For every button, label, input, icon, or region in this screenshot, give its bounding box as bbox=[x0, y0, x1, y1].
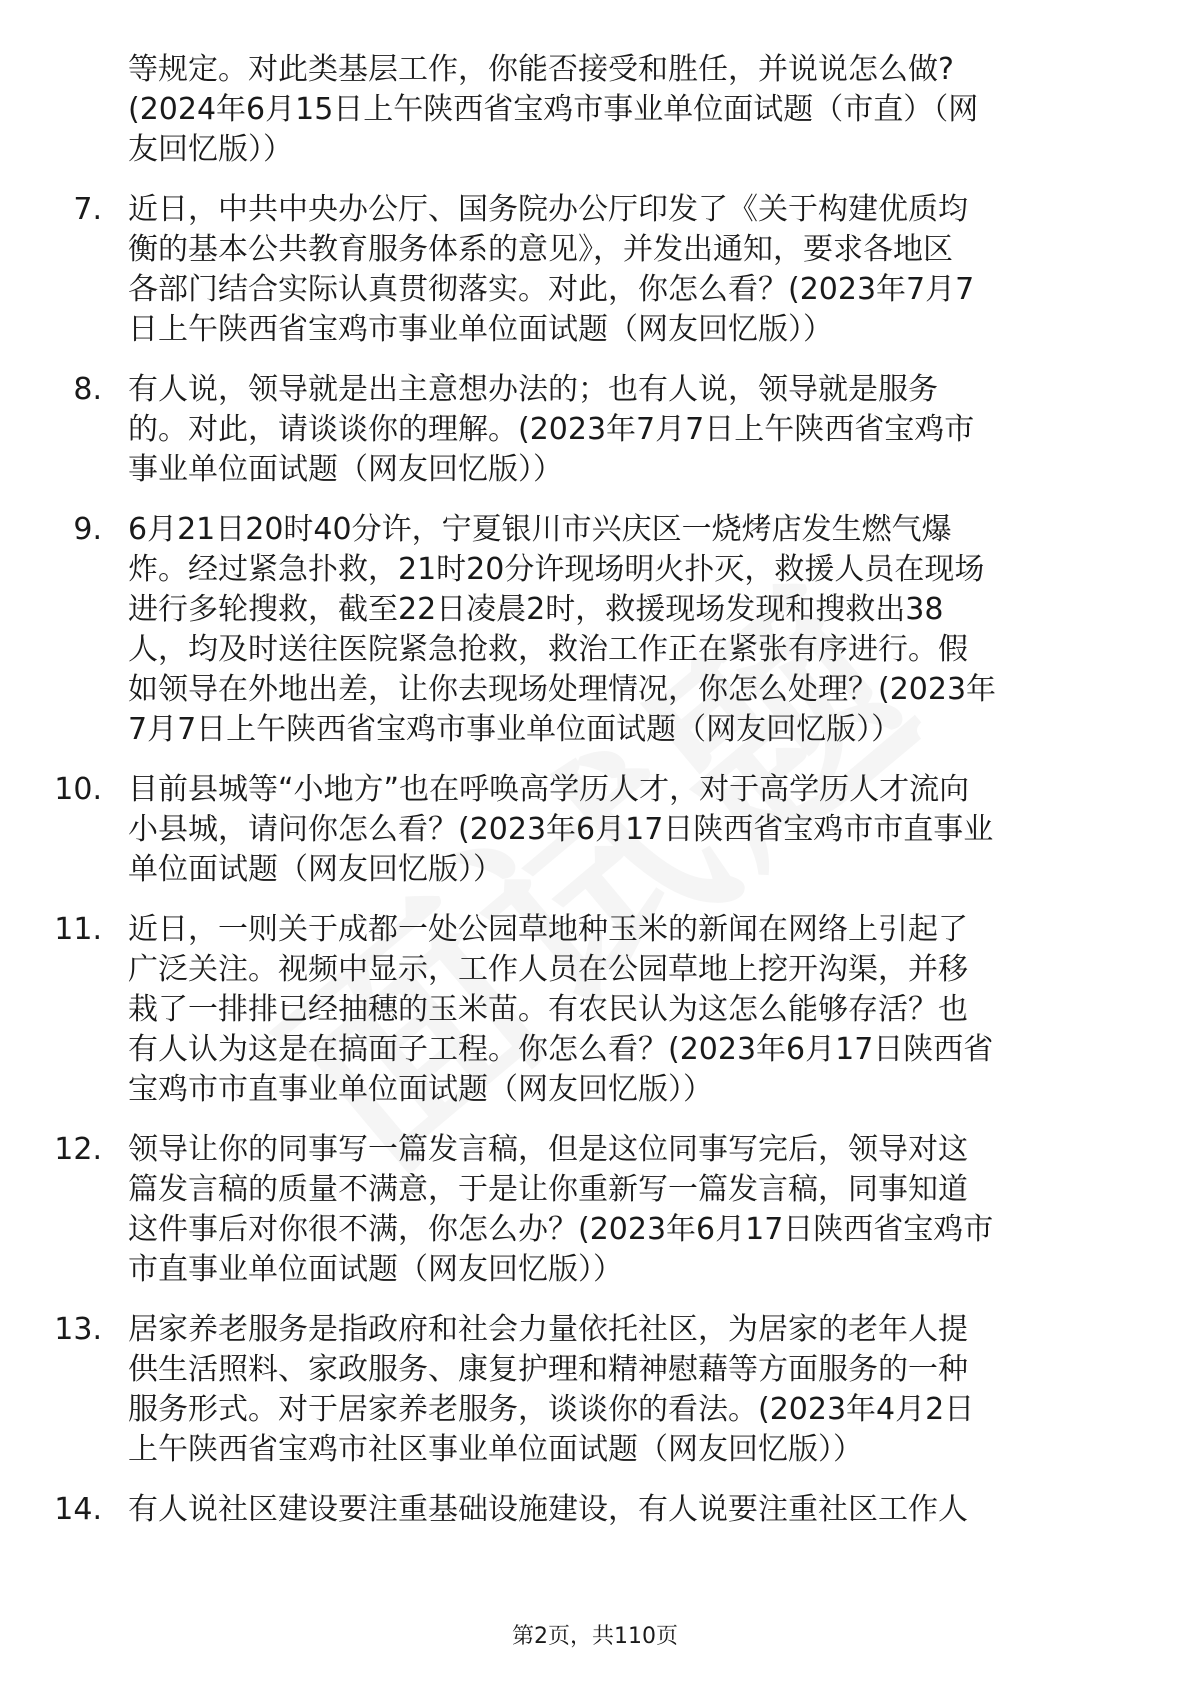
list-item bbox=[0, 510, 1190, 750]
list-item bbox=[0, 1130, 1190, 1290]
item-text: 近日，一则关于成都一处公园草地种玉米的新闻在网络上引起了 广泛关注。视频中显示，工作人员在公园草地上挖开沟渠，并移 栽了一排排已经抽穗的玉米苗。有农民认为这怎么能够存活？也 有人认为这是在搞面子工程。你怎么看？(2023年6月17日陕西省 宝鸡市市直事业单位面试题（网友回忆版）） bbox=[128, 912, 994, 1107]
item-text: 等规定。对此类基层工作，你能否接受和胜任，并说说怎么做? (2024年6月15日上午陕西省宝鸡市事业单位面试题（市直）（网 友回忆版）） bbox=[128, 52, 979, 167]
list-item bbox=[0, 1310, 1190, 1470]
item-number: 8. bbox=[73, 372, 102, 407]
item-text: 有人说社区建设要注重基础设施建设，有人说要注重社区工作人 bbox=[128, 1492, 968, 1527]
item-number: 10. bbox=[54, 772, 102, 807]
list-item bbox=[0, 770, 1190, 890]
item-text: 有人说，领导就是出主意想办法的；也有人说，领导就是服务 的。对此，请谈谈你的理解。(2023年7月7日上午陕西省宝鸡市 事业单位面试题（网友回忆版）） bbox=[128, 372, 975, 487]
item-text: 6月21日20时40分许，宁夏银川市兴庆区一烧烤店发生燃气爆 炸。经过紧急扑救，21时20分许现场明火扑灭，救援人员在现场 进行多轮搜救，截至22日凌晨2时，救援现场发现和搜救出38 人，均及时送往医院紧急抢救，救治工作正在紧张有序进行。假 如领导在外地出差，让你去现场处理情况，你怎么处理？(2023年 7月7日上午陕西省宝鸡市事业单位面试题（网友回忆版）） bbox=[128, 512, 997, 747]
list-item bbox=[0, 1490, 1190, 1530]
question-list bbox=[0, 50, 1190, 1550]
item-number: 12. bbox=[54, 1132, 102, 1167]
list-item bbox=[0, 190, 1190, 350]
list-item bbox=[0, 910, 1190, 1110]
item-number: 9. bbox=[73, 512, 102, 547]
item-text: 近日，中共中央办公厅、国务院办公厅印发了《关于构建优质均 衡的基本公共教育服务体系的意见》，并发出通知，要求各地区 各部门结合实际认真贯彻落实。对此，你怎么看？(2023年7月7 日上午陕西省宝鸡市事业单位面试题（网友回忆版）） bbox=[128, 192, 975, 347]
item-text: 领导让你的同事写一篇发言稿，但是这位同事写完后，领导对这 篇发言稿的质量不满意，于是让你重新写一篇发言稿，同事知道 这件事后对你很不满，你怎么办？(2023年6月17日陕西省宝鸡市 市直事业单位面试题（网友回忆版）） bbox=[128, 1132, 994, 1287]
item-text: 居家养老服务是指政府和社会力量依托社区，为居家的老年人提 供生活照料、家政服务、康复护理和精神慰藉等方面服务的一种 服务形式。对于居家养老服务，谈谈你的看法。(2023年4月2日 上午陕西省宝鸡市社区事业单位面试题（网友回忆版）） bbox=[128, 1312, 975, 1467]
item-number: 13. bbox=[54, 1312, 102, 1347]
item-number: 7. bbox=[73, 192, 102, 227]
item-number: 11. bbox=[54, 912, 102, 947]
list-item bbox=[0, 50, 1190, 170]
item-text: 目前县城等“小地方”也在呼唤高学历人才，对于高学历人才流向 小县城，请问你怎么看？(2023年6月17日陕西省宝鸡市市直事业 单位面试题（网友回忆版）） bbox=[128, 772, 994, 887]
list-item bbox=[0, 370, 1190, 490]
item-number: 14. bbox=[54, 1492, 102, 1527]
page-number: 第2页，共110页 bbox=[512, 1624, 678, 1649]
